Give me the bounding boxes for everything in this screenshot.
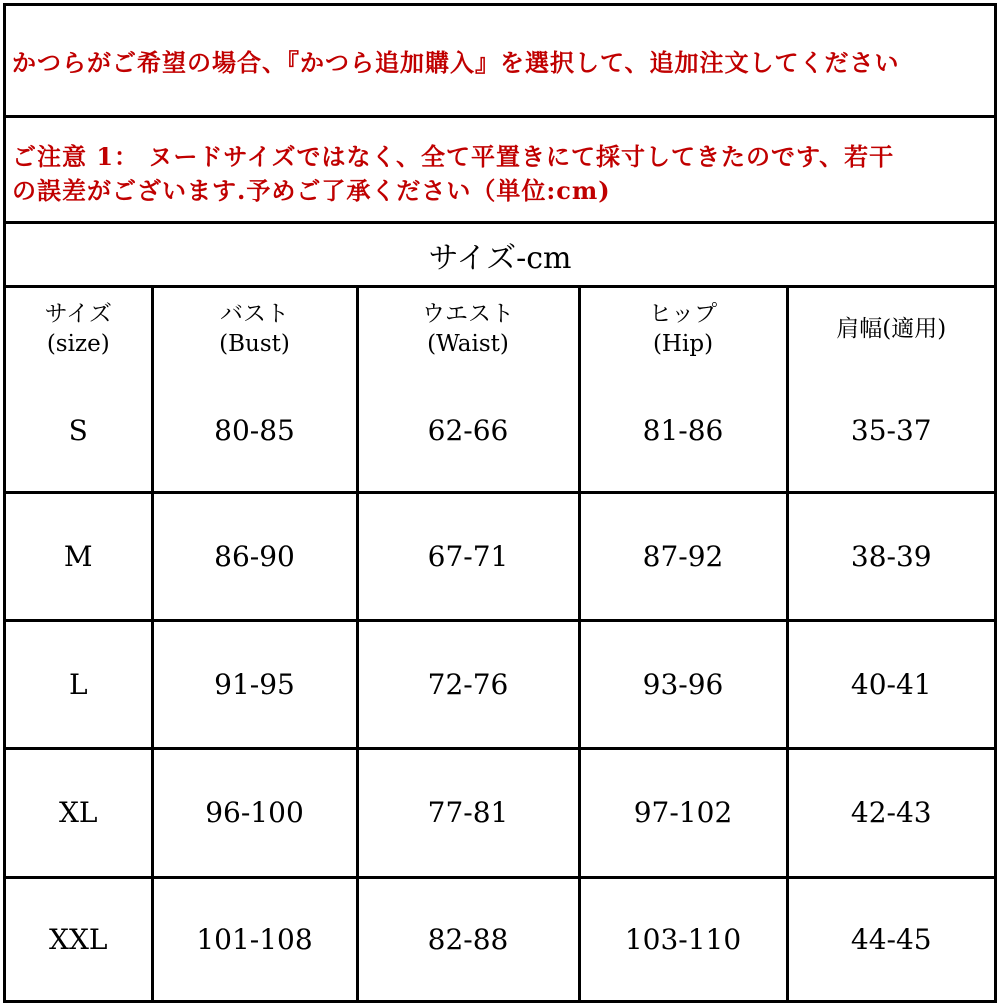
cell-size: XXL [6, 877, 152, 1000]
size-table-title [6, 224, 994, 288]
cell-bust: 80-85 [152, 370, 357, 493]
header-waist-en: (Waist) [427, 331, 509, 357]
header-shoulder [787, 288, 994, 370]
cell-shoulder: 42-43 [787, 749, 994, 877]
header-bust [152, 288, 357, 370]
cell-bust: 101-108 [152, 877, 357, 1000]
header-hip [579, 288, 787, 370]
cell-bust: 96-100 [152, 749, 357, 877]
header-bust-en: (Bust) [219, 331, 290, 357]
cell-waist: 77-81 [357, 749, 579, 877]
cell-waist: 67-71 [357, 493, 579, 621]
table-row [6, 493, 994, 621]
measurement-note [6, 118, 994, 224]
header-size [6, 288, 152, 370]
cell-hip: 81-86 [579, 370, 787, 493]
table-row [6, 877, 994, 1000]
cell-size: L [6, 621, 152, 749]
size-table [6, 288, 994, 1000]
cell-size: XL [6, 749, 152, 877]
header-size-en: (size) [46, 331, 110, 357]
cell-bust: 86-90 [152, 493, 357, 621]
cell-hip: 93-96 [579, 621, 787, 749]
size-table-title-text: サイズ-cm [428, 240, 572, 276]
table-row [6, 621, 994, 749]
header-hip-jp: ヒップ [648, 301, 718, 327]
header-bust-jp: バスト [220, 301, 289, 327]
cell-shoulder: 44-45 [787, 877, 994, 1000]
cell-shoulder: 38-39 [787, 493, 994, 621]
cell-shoulder: 40-41 [787, 621, 994, 749]
cell-waist: 82-88 [357, 877, 579, 1000]
cell-shoulder: 35-37 [787, 370, 994, 493]
header-size-jp: サイズ [44, 301, 112, 327]
cell-hip: 87-92 [579, 493, 787, 621]
header-waist [357, 288, 579, 370]
cell-size: M [6, 493, 152, 621]
measurement-note-line-2: の誤差がございます.予めご了承ください（単位:cm) [12, 176, 611, 205]
wig-purchase-note-text: かつらがご希望の場合、『かつら追加購入』を選択して、追加注文してください [12, 48, 900, 77]
size-table-header-row [6, 288, 994, 370]
cell-hip: 103-110 [579, 877, 787, 1000]
cell-hip: 97-102 [579, 749, 787, 877]
header-waist-jp: ウエスト [422, 301, 514, 327]
cell-bust: 91-95 [152, 621, 357, 749]
header-hip-en: (Hip) [652, 331, 714, 357]
cell-waist: 62-66 [357, 370, 579, 493]
size-chart-sheet [3, 3, 997, 1003]
measurement-note-line-1: ご注意 1： ヌードサイズではなく、全て平置きにて採寸してきたのです、若干 [12, 142, 895, 171]
cell-waist: 72-76 [357, 621, 579, 749]
cell-size: S [6, 370, 152, 493]
header-shoulder-jp: 肩幅(適用) [836, 316, 947, 342]
table-row [6, 749, 994, 877]
wig-purchase-note [6, 6, 994, 118]
table-row [6, 370, 994, 493]
